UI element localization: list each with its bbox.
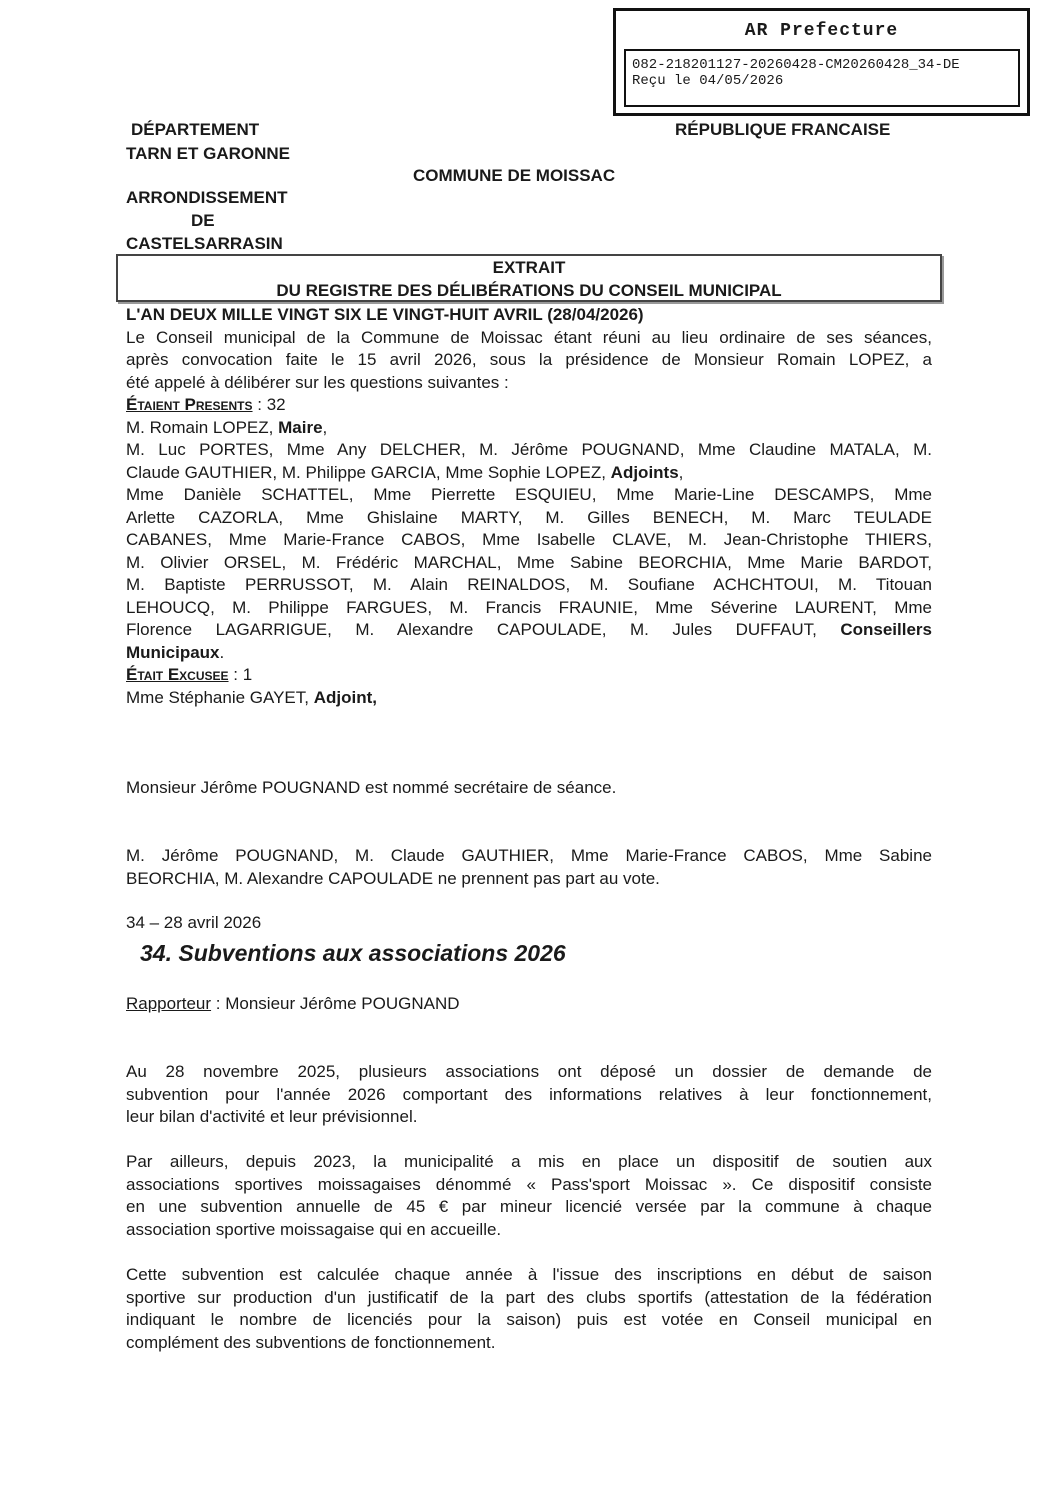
arrondissement-label: ARRONDISSEMENT [126, 188, 288, 207]
paragraph-line: association sportive moissagaise qui en accueille. [126, 1219, 502, 1239]
maire-line [126, 417, 932, 440]
paragraph-line: sportive sur production d'un justificatif de la part des clubs sportifs (attestation de la fédération [126, 1287, 932, 1307]
maire-name: M. Romain LOPEZ, [126, 417, 279, 437]
conseillers-end: . [219, 642, 225, 662]
adjoints-end: , [678, 462, 684, 482]
paragraph [126, 1264, 932, 1354]
adjoints-line: M. Luc PORTES, Mme Any DELCHER, M. Jérôme POUGNAND, Mme Claudine MATALA, M. [126, 440, 932, 459]
conseillers-role-line [126, 642, 932, 665]
conseillers-line: M. Baptiste PERRUSSOT, M. Alain REINALDOS, M. Soufiane ACHCHTOUI, M. Titouan [126, 575, 932, 594]
stamp-received-date: Reçu le 04/05/2026 [632, 73, 784, 89]
paragraph-line: Par ailleurs, depuis 2023, la municipalité a mis en place un dispositif de soutien aux [126, 1152, 932, 1171]
conseillers-role-cont: Municipaux [126, 642, 220, 662]
adjoints-last-line [126, 462, 932, 485]
registre-title: DU REGISTRE DES DÉLIBÉRATIONS DU CONSEIL MUNICIPAL [276, 281, 782, 300]
deliberation-reference: 34 – 28 avril 2026 [126, 913, 262, 932]
extrait-header-box [116, 254, 942, 302]
paragraph-line: leur bilan d'activité et leur prévisionnel. [126, 1107, 418, 1126]
paragraph-line: en une subvention annuelle de 45 € par mineur licencié versée par la commune à chaque [126, 1197, 932, 1216]
excusee-count: : 1 [228, 665, 253, 684]
commune-name: COMMUNE DE MOISSAC [413, 166, 616, 185]
stamp-reference: 082-218201127-20260428-CM20260428_34-DE [632, 57, 960, 73]
conseillers-last-line [126, 619, 932, 642]
adjoints-names: Claude GAUTHIER, M. Philippe GARCIA, Mme Sophie LOPEZ, [126, 462, 611, 482]
arrondissement-de: DE [191, 211, 215, 230]
excusee-role: Adjoint, [313, 687, 377, 707]
paragraph-line: indiquant le nombre de licenciés pour la saison) puis est votée en Conseil municipal en [126, 1310, 932, 1329]
conseillers-line: CABANES, Mme Marie-France CABOS, Mme Isabelle CLAVE, M. Jean-Christophe THIERS, [126, 530, 932, 549]
maire-role: Maire [278, 417, 323, 437]
conseillers-names: Florence LAGARRIGUE, M. Alexandre CAPOULADE, M. Jules DUFFAUT, [126, 620, 841, 639]
presents-count: : 32 [252, 395, 286, 414]
conseillers-line: LEHOUCQ, M. Philippe FARGUES, M. Francis FRAUNIE, Mme Séverine LAURENT, Mme [126, 597, 932, 617]
conseillers-role: Conseillers [840, 620, 932, 639]
paragraph-line: associations sportives moissagaises dénommé « Pass'sport Moissac ». Ce dispositif consiste [126, 1174, 932, 1194]
excusee-heading [126, 664, 932, 687]
arrondissement-name: CASTELSARRASIN [126, 234, 283, 253]
session-date-line: L'AN DEUX MILLE VINGT SIX LE VINGT-HUIT AVRIL (28/04/2026) [126, 305, 644, 324]
presents-heading [126, 394, 932, 417]
intro-line: été appelé à délibérer sur les questions suivantes : [126, 372, 509, 392]
extrait-title: EXTRAIT [492, 258, 566, 277]
secretary-text: Monsieur Jérôme POUGNAND est nommé secrétaire de séance. [126, 778, 617, 797]
rapporteur-line [126, 993, 932, 1016]
non-voters-line: M. Jérôme POUGNAND, M. Claude GAUTHIER, Mme Marie-France CABOS, Mme Sabine [126, 846, 932, 865]
excusee-name: Mme Stéphanie GAYET, [126, 687, 314, 707]
stamp-details [624, 49, 1020, 107]
paragraph-line: complément des subventions de fonctionnement. [126, 1332, 496, 1352]
non-voters-line: BEORCHIA, M. Alexandre CAPOULADE ne prennent pas part au vote. [126, 868, 660, 888]
paragraph [126, 1151, 932, 1241]
excusee-line [126, 687, 932, 710]
non-voters-block [126, 845, 932, 890]
conseillers-line: M. Olivier ORSEL, M. Frédéric MARCHAL, Mme Sabine BEORCHIA, Mme Marie BARDOT, [126, 552, 932, 572]
conseillers-line: Arlette CAZORLA, Mme Ghislaine MARTY, M. Gilles BENECH, M. Marc TEULADE [126, 507, 932, 527]
excusee-label: Était Excusee [126, 665, 229, 684]
rapporteur-value: : Monsieur Jérôme POUGNAND [211, 994, 460, 1013]
republique-label: RÉPUBLIQUE FRANCAISE [675, 120, 891, 139]
session-block [126, 304, 932, 709]
stamp-title: AR Prefecture [744, 21, 899, 41]
adjoints-role: Adjoints [610, 462, 679, 482]
conseillers-line: Mme Danièle SCHATTEL, Mme Pierrette ESQUIEU, Mme Marie-Line DESCAMPS, Mme [126, 485, 932, 504]
paragraph-line: Cette subvention est calculée chaque année à l'issue des inscriptions en début de saison [126, 1265, 932, 1284]
paragraph-line: Au 28 novembre 2025, plusieurs associations ont déposé un dossier de demande de [126, 1062, 932, 1081]
maire-end: , [322, 417, 328, 437]
departement-name: TARN ET GARONNE [126, 144, 291, 163]
departement-label: DÉPARTEMENT [131, 120, 260, 139]
intro-line: après convocation faite le 15 avril 2026, sous la présidence de Monsieur Romain LOPEZ, a [126, 350, 932, 369]
ar-prefecture-stamp [613, 8, 1030, 116]
presents-label: Étaient Presents [126, 395, 253, 414]
paragraph [126, 1061, 932, 1129]
paragraph-line: subvention pour l'année 2026 comportant des informations relatives à leur fonctionnement, [126, 1084, 932, 1104]
rapporteur-label: Rapporteur [126, 994, 212, 1013]
intro-line: Le Conseil municipal de la Commune de Moissac étant réuni au lieu ordinaire de ses séances, [126, 327, 932, 347]
section-title: 34. Subventions aux associations 2026 [140, 940, 566, 966]
